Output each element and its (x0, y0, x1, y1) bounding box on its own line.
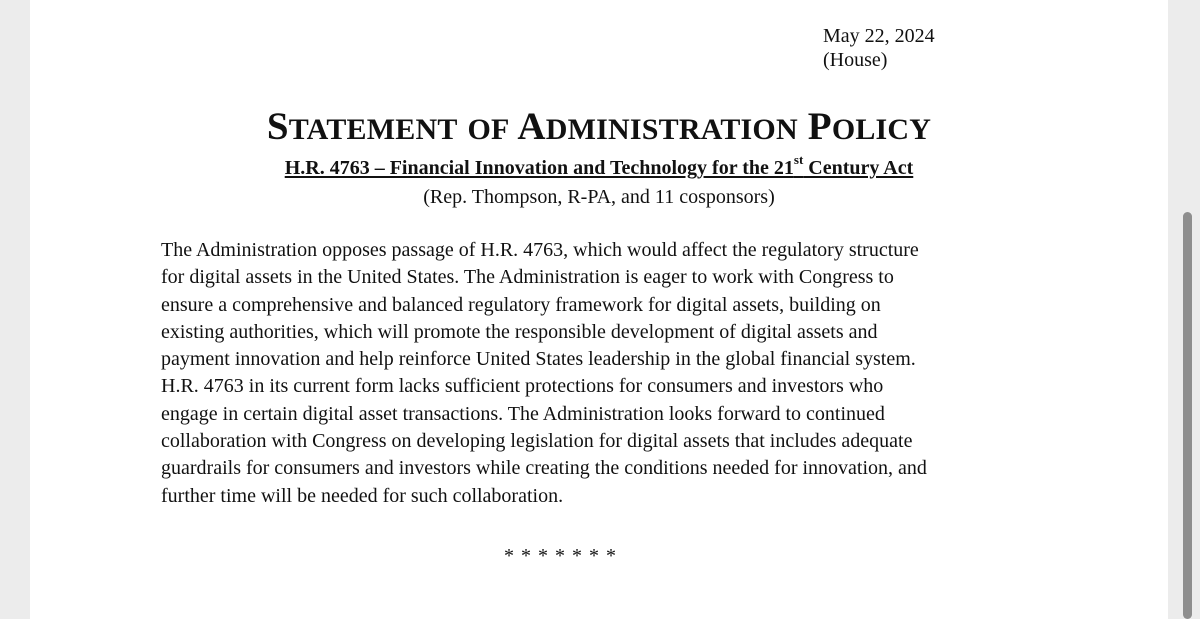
body-paragraph (161, 237, 1061, 510)
title-letter: A (517, 105, 546, 148)
body-line: ensure a comprehensive and balanced regulatory framework for digital assets, building on (161, 293, 881, 316)
title-smallcaps: TATEMENT (288, 113, 458, 146)
title-letter: P (807, 105, 832, 148)
body-line: for digital assets in the United States. The Administration is eager to work with Congress to (161, 266, 894, 289)
bill-heading-text: H.R. 4763 – Financial Innovation and Technology for the 21 (284, 157, 794, 179)
document-title (30, 103, 1168, 154)
body-line: payment innovation and help reinforce United States leadership in the global financial system. (161, 348, 916, 371)
bill-heading-text-end: Century Act (803, 157, 914, 179)
body-line: collaboration with Congress on developing legislation for digital assets that includes adequate (161, 430, 913, 453)
title-smallcaps: DMINISTRATION (545, 113, 798, 146)
section-separator: * * * * * * * (504, 545, 617, 567)
title-smallcaps: OF (467, 113, 510, 146)
document-page (30, 0, 1168, 619)
body-line: further time will be needed for such collaboration. (161, 484, 564, 507)
sponsor-line: (Rep. Thompson, R-PA, and 11 cosponsors) (423, 186, 775, 208)
title-smallcaps: OLICY (831, 113, 932, 146)
scrollbar-thumb[interactable] (1183, 212, 1192, 619)
body-line: engage in certain digital asset transactions. The Administration looks forward to continued (161, 402, 885, 425)
statement-date: May 22, 2024 (823, 25, 935, 47)
chamber-label: (House) (823, 49, 888, 71)
bill-heading-superscript: st (793, 152, 804, 168)
bill-heading (30, 154, 1168, 182)
body-line: guardrails for consumers and investors while creating the conditions needed for innovation, and (161, 457, 927, 480)
date-block (823, 24, 935, 72)
body-line: The Administration opposes passage of H.R. 4763, which would affect the regulatory structure (161, 239, 919, 261)
body-line: existing authorities, which will promote the responsible development of digital assets and (161, 320, 878, 343)
title-letter: S (266, 105, 289, 148)
body-line: H.R. 4763 in its current form lacks sufficient protections for consumers and investors who (161, 375, 884, 398)
